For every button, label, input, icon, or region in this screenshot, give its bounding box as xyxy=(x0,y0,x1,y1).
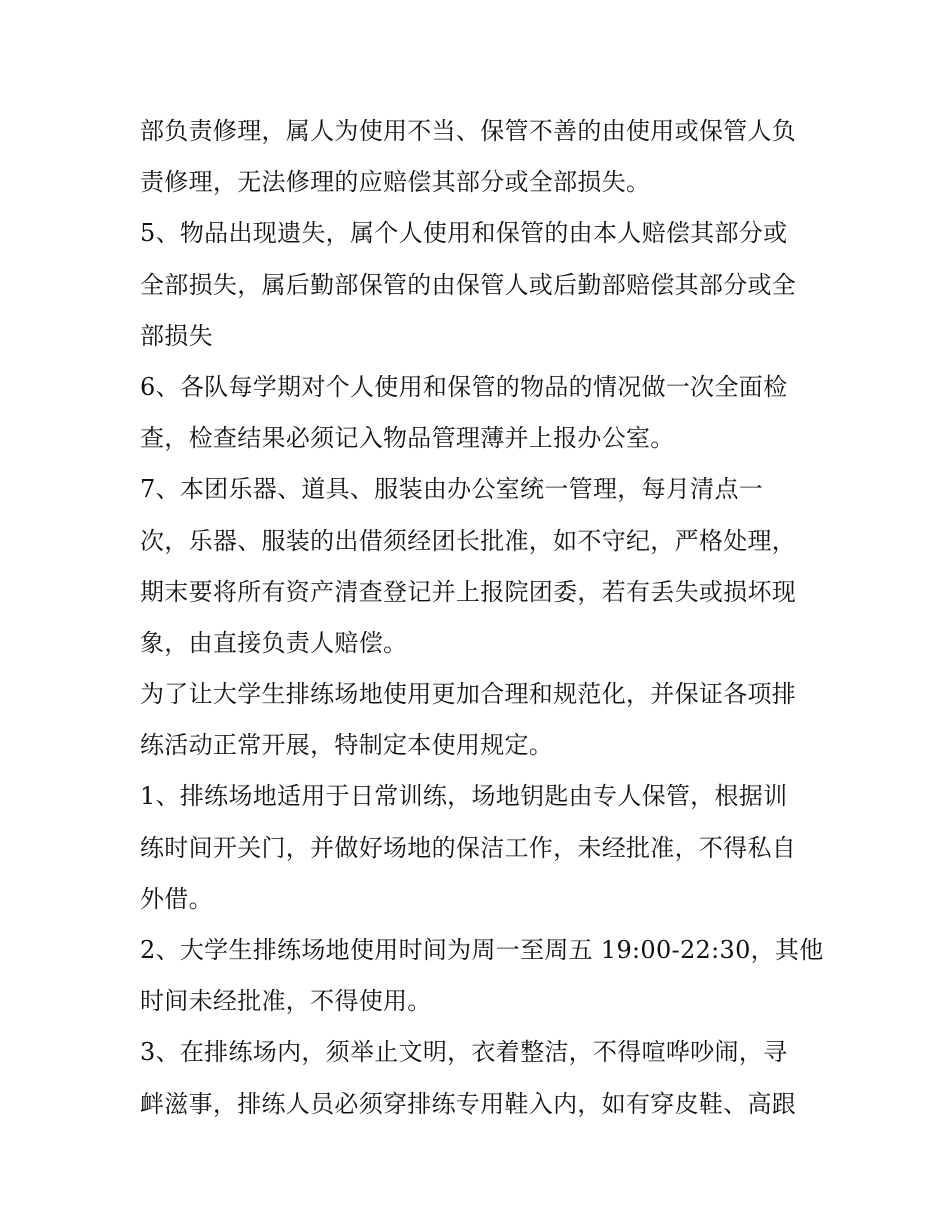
text-line: 练时间开关门，并做好场地的保洁工作，未经批准，不得私自 xyxy=(140,833,797,862)
text-line: 为了让大学生排练场地使用更加合理和规范化，并保证各项排 xyxy=(140,680,797,709)
text-line: 次，乐器、服装的出借须经团长批准，如不守纪，严格处理， xyxy=(140,526,797,555)
text-line: 6、各队每学期对个人使用和保管的物品的情况做一次全面检 xyxy=(140,372,788,401)
text-line: 外借。 xyxy=(140,884,213,913)
text-line: 7、本团乐器、道具、服装由办公室统一管理，每月清点一 xyxy=(140,475,764,504)
text-line: 查，检查结果必须记入物品管理薄并上报办公室。 xyxy=(140,424,675,453)
text-line: 衅滋事，排练人员必须穿排练专用鞋入内，如有穿皮鞋、高跟 xyxy=(140,1089,797,1118)
text-line: 时间未经批准，不得使用。 xyxy=(140,987,432,1016)
text-line: 责修理，无法修理的应赔偿其部分或全部损失。 xyxy=(140,168,651,197)
text-line: 部损失 xyxy=(140,321,213,350)
text-line: 全部损失，属后勤部保管的由保管人或后勤部赔偿其部分或全 xyxy=(140,270,797,299)
text-line: 3、在排练场内，须举止文明，衣着整洁，不得喧哗吵闹，寻 xyxy=(140,1038,788,1067)
text-line: 1、排练场地适用于日常训练，场地钥匙由专人保管，根据训 xyxy=(140,782,788,811)
text-line: 5、物品出现遗失，属个人使用和保管的由本人赔偿其部分或 xyxy=(140,219,788,248)
text-line: 练活动正常开展，特制定本使用规定。 xyxy=(140,731,554,760)
text-line: 部负责修理，属人为使用不当、保管不善的由使用或保管人负 xyxy=(140,117,797,145)
text-line: 期末要将所有资产清查登记并上报院团委，若有丢失或损坏现 xyxy=(140,577,797,606)
document-body xyxy=(140,106,824,1130)
text-line: 2、大学生排练场地使用时间为周一至周五 19:00-22:30，其他 xyxy=(140,936,824,964)
text-line: 象，由直接负责人赔偿。 xyxy=(140,628,408,657)
